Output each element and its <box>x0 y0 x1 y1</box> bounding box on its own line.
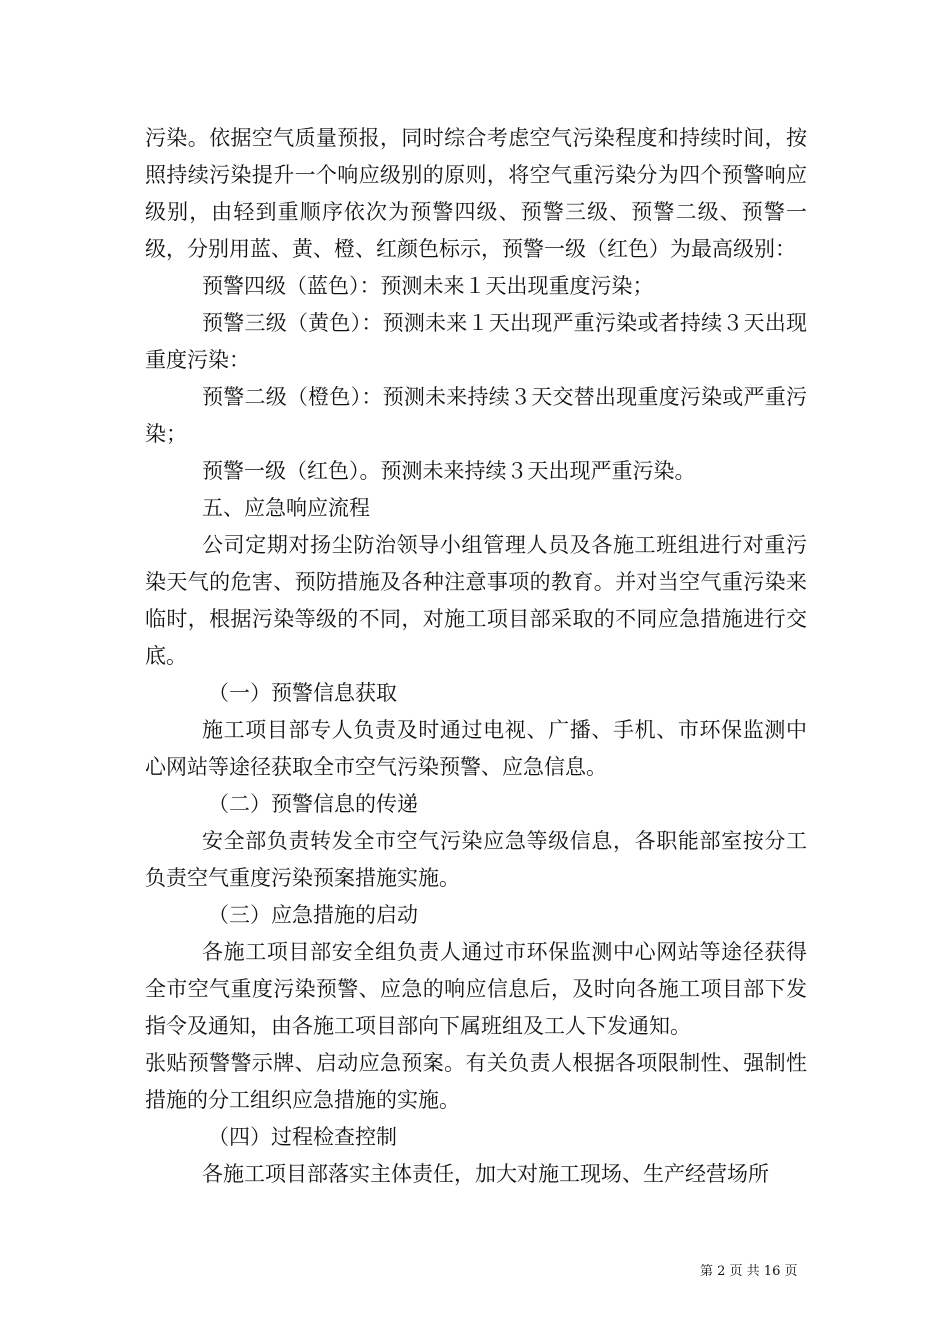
subsection-4-body: 各施工项目部落实主体责任，加大对施工现场、生产经营场所 <box>202 1162 769 1186</box>
section-5-heading: 五、应急响应流程 <box>202 496 370 520</box>
warning-level-3-paragraph: 预警三级（黄色）：预测未来１天出现严重污染或者持续３天出现重度污染： <box>145 311 807 372</box>
subsection-1-heading: （一）预警信息获取 <box>208 681 397 705</box>
subsection-2-body: 安全部负责转发全市空气污染应急等级信息，各职能部室按分工负责空气重度污染预案措施实施。 <box>145 829 807 890</box>
page-number: 第 2 页 共 16 页 <box>700 1264 798 1279</box>
subsection-1-body: 施工项目部专人负责及时通过电视、广播、手机、市环保监测中心网站等途径获取全市空气污染预警、应急信息。 <box>145 718 807 779</box>
subsection-3-body: 各施工项目部安全组负责人通过市环保监测中心网站等途径获得全市空气重度污染预警、应急的响应信息后，及时向各施工项目部下发指令及通知，由各施工项目部向下属班组及工人下发通知。 <box>145 940 807 1038</box>
document-body <box>145 120 807 1193</box>
intro-paragraph: 污染。依据空气质量预报，同时综合考虑空气污染程度和持续时间，按照持续污染提升一个响应级别的原则，将空气重污染分为四个预警响应级别，由轻到重顺序依次为预警四级、预警三级、预警二级、预警一级，分别用蓝、黄、橙、红颜色标示，预警一级（红色）为最高级别： <box>145 126 807 261</box>
section-5-body: 公司定期对扬尘防治领导小组管理人员及各施工班组进行对重污染天气的危害、预防措施及各种注意事项的教育。并对当空气重污染来临时，根据污染等级的不同，对施工项目部采取的不同应急措施进行交底。 <box>145 533 807 668</box>
subsection-3-heading: （三）应急措施的启动 <box>208 903 418 927</box>
warning-level-1-paragraph: 预警一级（红色）。预测未来持续３天出现严重污染。 <box>202 459 696 483</box>
subsection-4-heading: （四）过程检查控制 <box>208 1125 397 1149</box>
warning-level-2-paragraph: 预警二级（橙色）：预测未来持续３天交替出现重度污染或严重污染； <box>145 385 807 446</box>
subsection-3-body-continued: 张贴预警警示牌、启动应急预案。有关负责人根据各项限制性、强制性措施的分工组织应急措施的实施。 <box>145 1051 807 1112</box>
warning-level-4-paragraph: 预警四级（蓝色）：预测未来１天出现重度污染； <box>202 274 654 298</box>
subsection-2-heading: （二）预警信息的传递 <box>208 792 418 816</box>
